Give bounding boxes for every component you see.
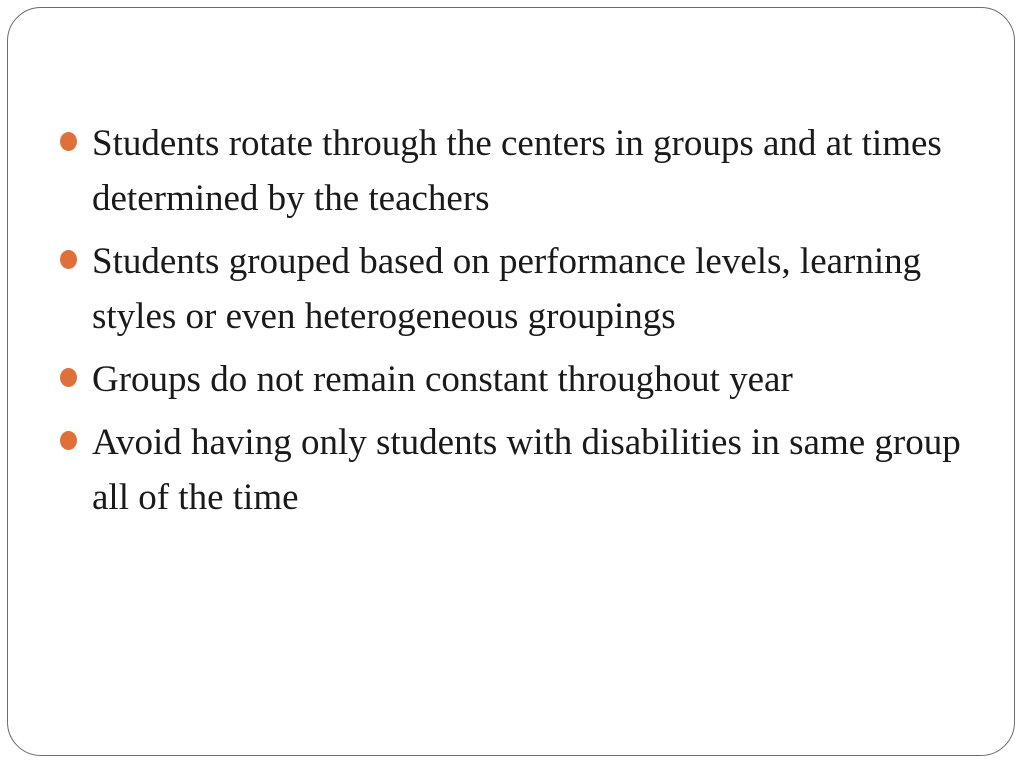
bullet-dot-icon — [60, 250, 77, 269]
bullet-dot-icon — [60, 132, 77, 151]
bullet-item — [60, 352, 980, 407]
bullet-text: Students rotate through the centers in groups and at times determined by the teachers — [92, 123, 942, 219]
bullet-dot-icon — [60, 431, 77, 450]
bullet-list — [60, 116, 980, 533]
bullet-item — [60, 234, 980, 344]
bullet-text: Avoid having only students with disabilities in same group all of the time — [92, 422, 961, 518]
bullet-item — [60, 415, 980, 525]
slide-frame — [7, 7, 1015, 756]
bullet-text: Students grouped based on performance levels, learning styles or even heterogeneous groupings — [92, 241, 922, 337]
bullet-text: Groups do not remain constant throughout year — [92, 359, 793, 400]
bullet-dot-icon — [60, 368, 77, 387]
bullet-item — [60, 116, 980, 226]
